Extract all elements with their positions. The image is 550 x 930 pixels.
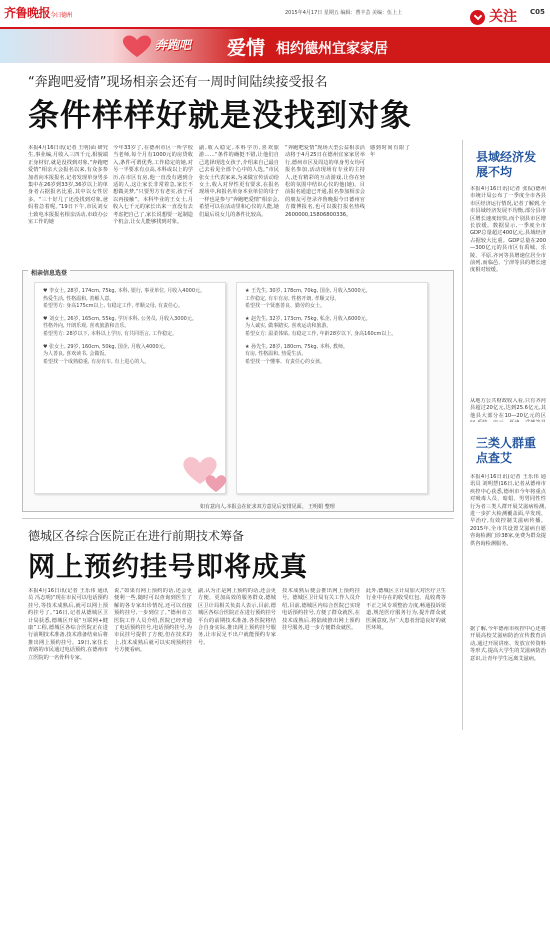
newspaper-brand: 齐鲁晚报今日德州 xyxy=(4,6,73,20)
story2-kicker: 德城区各综合医院正在进行前期技术筹备 xyxy=(28,529,245,543)
story1-col1: 本报4月16日讯(记者 王明)面 研究生,事业编,月收入三四千元,相貌端正身材好,就是没找到对象,“奔跑吧爱情”相亲大会报名以来,有众多参加者向本报报名,记者发现单身男多集中在26岁到33岁,36岁以上的单身者占据报名比重,其中以女性居多。“三十好几了还没找到对象,爸妈着急着呢。”19日下午,市民刘女士致电本报报名相亲活动,市政办公室工作的她 xyxy=(28,145,108,226)
heart-icon xyxy=(120,33,154,59)
story1-col2: 今年33岁了,在德州市区一所学校当老师,每个月有1000元的房贷收入,条件可谓优秀,工作稳定的她,对另一半要求有点高,本科或以上的学历,在市区有房,他一直没有遇到合适的人,这让家长非常着急,家长不想做美梦,“只要男方有老实,孩子可以再接触”。本科毕业的王女士,月收入七千元的家长出来一直没有去考虑把自己了,家长说想要一起制造个机会,让女儿能够找到对象。 xyxy=(113,145,193,226)
section-name: 今日德州 xyxy=(50,12,73,19)
story2-col5: 此外,德城区卫计局加大对医疗卫生行业中存在的收受红包、乱收费等不正之风专项整治力度,畅通投诉渠道,规范医疗服务行为,提升群众就医满意度,为广大患者营造良好的就医环境。 xyxy=(366,588,446,632)
card-right-text: ★ 王先生, 30岁, 178cm, 70kg, 国企, 月收入5000元。 工作稳定, 有车有房, 性格开朗, 孝顺父母。 希望找一个贤惠善良、勤劳的女士。 ★ 赵先生, 32岁, 173cm, 75kg, 私企, 月收入6000元。 为人诚实, 做事踏实, 喜欢运动和旅游。 希望女方: 温柔体贴, 有稳定工作, 年龄28岁以下, 身高160cm以上。 ★ 孙先生, 28岁, 180cm, 75kg, 本科, 教师。 有房, 性格温和, 热爱生活。 希望找一个懂事、有责任心的女孩。 xyxy=(245,288,397,365)
sidebar-body-1: 本报4月16日讯(记者 张侃)德州市统计局公布了一季度全市各县市区经济运行情况,记者了解到,全市县域经济发展不均衡,部分县市区增长速度较快,而个别县市区增长放缓。数据显示,一季度全市GDP总量超过400亿元,县域经济占据较大比重。GDP总量在200—300亿元的县市区有禹城、乐陵、平原,齐河等县增速位居全市前列,而临邑、宁津等县的增长速度相对较缓。 xyxy=(470,186,546,274)
banner-title-love: 爱情 xyxy=(227,37,266,59)
personals-card-right xyxy=(236,282,428,494)
story2-headline: 网上预约挂号即将成真 xyxy=(28,552,308,583)
page-number: C05 xyxy=(530,8,545,16)
story1-col4: “奔跑吧爱情”现场大型公益相亲活动将于4月25日在德州宜家家居举行,德州市区及周边的单身男女均可报名参加,活动现场有专业的主持人,还有精彩的互动游戏,让你在轻松的氛围中结识心仪的他(她)。目前报名通道已开通,报名参加相亲会的朋友可登录齐鲁晚报今日德州官方微博报名,也可以拨打报名热线2600000,15806800336。 xyxy=(285,145,365,218)
sidebar-body-3: 本报4月16日讯(记者 王乐伟 通讯员 刘明慧)16日,记者从德州市疾控中心获悉,德州市今年将重点对吸毒人员、暗娼、男男同性性行为者三类人群开展艾滋病检测,进一步扩大检测覆盖面,早发现、早治疗,有效控制艾滋病传播。2015年,全市共设置艾滋病自愿咨询检测门诊38家,免费为群众提供咨询检测服务。 xyxy=(470,474,546,547)
check-icon xyxy=(470,10,485,25)
section-divider xyxy=(22,518,454,519)
story2-col3: 副,认为正是网上预约的话,还会更方便、更加高效的服务群众,德城区卫计局相关负责人表示,目前,德城区各综合医院正在进行预约挂号平台的前期技术准备,各医院将结合自身实际,推出网上预约挂号服务,让市民足不出户就能预约专家号。 xyxy=(198,588,276,646)
banner-title-run: 奔跑吧 xyxy=(155,38,192,52)
story1-col5: 感到时间有限了年 xyxy=(370,145,410,159)
sidebar-headline-1: 县域经济发展不均 xyxy=(476,150,537,179)
sidebar-body-4: 据了解,今年德州市疾控中心还将开展高校艾滋病防治宣传教育活动,通过开展讲座、发放宣传资料等形式,提高大学生的艾滋病防治意识,让青年学生远离艾滋病。 xyxy=(470,626,546,662)
story2-col4: 技术成熟后便会推出网上预约挂号。德城区卫计局有关工作人员介绍,目前,德城区内综合医院已实现电话预约挂号,方便了群众就医,在技术成熟后,将陆续推出网上预约挂号服务,进一步方便群众就医。 xyxy=(282,588,360,632)
sidebar-rule xyxy=(462,140,463,730)
sidebar-headline-2: 三类人群重点查艾 xyxy=(476,436,537,465)
story2-col2: 说,“如果有网上预约的话,还会更便利一些,随时可以查询到医生了解的各专家出诊情况,还可以直接预约挂号,一步到位了。”德州市立医院工作人员介绍,医院已经开通了电话预约挂号,电话预约挂号,为市民挂号提供了方便,但在技术的上,技术成熟后就可以实现预约挂号方便看病。 xyxy=(114,588,192,654)
story2-col1: 本报4月16日讯(记者 王乐伟 通讯员 冯志明)“现在市民可以电话预约挂号,等技术成熟后,就可以网上预约挂号了。”16日,记者从德城区卫计局获悉,德城区开展“互联网+健康”工程,德城区各综合医院正在进行前期技术准备,技术准备结束后将推出网上预约挂号。19日,家住长青路的市民通过电话预约,在德州市立医院的一名骨科专家。 xyxy=(28,588,108,661)
story1-col3: 副,收入稳定,本科学历,喜欢旅游……“条件的确挺不错,让他们自己选择现选女孩子,介绍来自己最自己去看见全部个心中的人选。”市民张女士代表家来,为来做宣传活动给女士,收入对异性更有要求,在报名现场中,和报名单身本业单位的母子一样也是参与“奔跑吧爱情”相亲会,希望可以在活动里和心仪的人能,她们最后说女儿的条件比较高。 xyxy=(199,145,279,218)
story1-headline: 条件样样好就是没找到对象 xyxy=(28,98,412,134)
personals-caption: 如有意向人,本报会在征求双方意见后安排见面。 王明娟 整理 xyxy=(200,504,335,510)
banner-subtitle: 相约德州宜家家居 xyxy=(276,41,388,57)
story1-kicker: “奔跑吧爱情”现场相亲会还有一周时间陆续接受报名 xyxy=(28,75,328,90)
section-label: 关注 xyxy=(470,6,528,28)
dateline: 2015年4月17日 星期五 编辑：曹丰芸 美编：伍上上 xyxy=(285,10,403,16)
sidebar-body-2: 从地方公共财政收入看,只有齐河县超过20亿元,达到25.6亿元,其他县大部分在10—20亿元的区 xyxy=(470,398,546,419)
hearts-decoration-icon xyxy=(178,440,236,500)
card-left-text: ♥ 李女士, 28岁, 174cm, 75kg, 本科, 银行, 事业单位, 月收入4000元。 热爱生活, 性格温和, 善解人意。 希望男方: 身高175cm以上, 有稳定工作, 孝顺父母, 有责任心。 ♥ 刘女士, 26岁, 165cm, 55kg, 学历本科, 公务员, 月收入3000元。 性格外向, 开朗乐观, 喜欢旅游和音乐。 希望男方: 28岁以下, 本科以上学历, 有共同语言, 工作稳定。 ♥ 张女士, 29岁, 160cm, 50kg, 国企, 月收入4000元。 为人善良, 喜欢读书, 会做饭。 希望找一个成熟稳重, 有房有车, 有上进心的人。 xyxy=(43,288,206,365)
personals-box-title: 相亲信息选登 xyxy=(28,268,70,277)
event-banner xyxy=(0,29,550,63)
